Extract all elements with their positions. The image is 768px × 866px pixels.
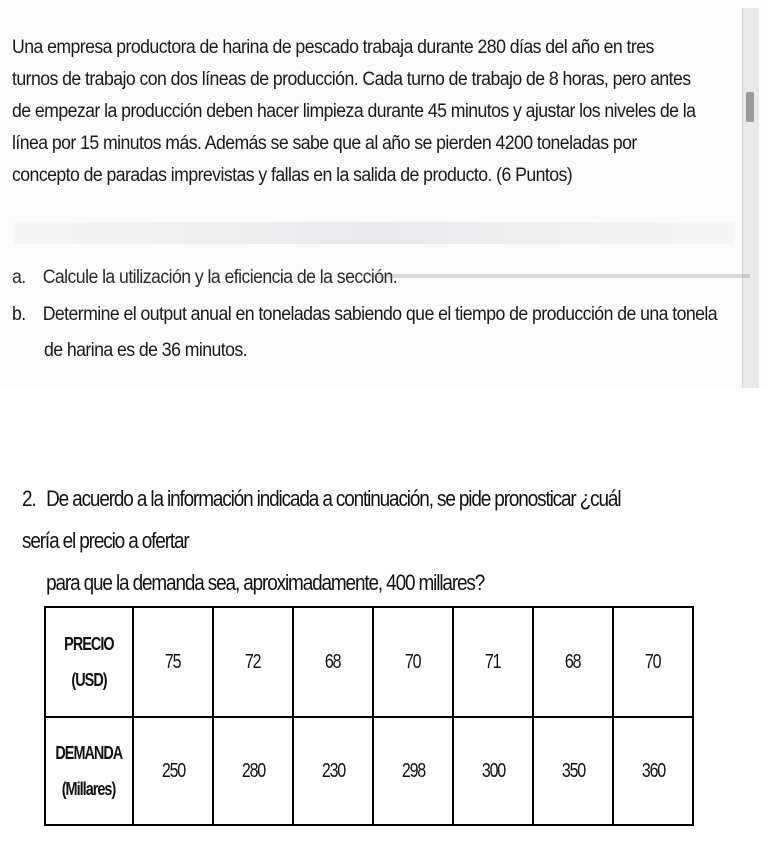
cell-value: 68 [565, 650, 581, 673]
row-header-demand [45, 717, 133, 825]
scan-page-edge [742, 8, 759, 388]
problem-1-item-a [12, 262, 397, 294]
row-header-line-2: (USD) [71, 670, 107, 690]
cell-value: 71 [485, 650, 501, 673]
table-cell [613, 607, 693, 717]
row-header-line-1: DEMANDA [55, 743, 123, 763]
table-cell [133, 717, 213, 825]
cell-value: 68 [325, 650, 341, 673]
problem-1-statement: Una empresa productora de harina de pescado trabaja durante 280 días del año en tres turnos de trabajo con dos líneas de producción. Cada turno de trabajo de 8 horas, pero antes de empezar la producción deben hacer limpieza durante 45 minutos y ajustar los niveles de la línea por 15 minutos más. Además se sabe que al año se pierden 4200 toneladas por concepto de paradas imprevistas y fallas en la salida de producto. (6 Puntos) [12, 37, 696, 186]
table-cell [533, 607, 613, 717]
row-header-line-2: (Millares) [62, 779, 116, 799]
table-row-demand [45, 717, 693, 825]
problem-2-number: 2. [22, 486, 36, 511]
scanned-problem-1 [0, 0, 768, 388]
table-cell [293, 717, 373, 825]
item-text: Calcule la utilización y la eficiencia de la sección. [42, 267, 398, 288]
price-demand-table [44, 606, 694, 826]
cell-value: 298 [401, 759, 425, 782]
cell-value: 350 [561, 759, 585, 782]
cell-value: 75 [165, 650, 181, 673]
table-cell [213, 717, 293, 825]
cell-value: 360 [641, 759, 665, 782]
problem-1-item-b-continuation: de harina es de 36 minutos. [44, 340, 248, 361]
table-cell [533, 717, 613, 825]
cell-value: 300 [481, 759, 505, 782]
table-cell [453, 717, 533, 825]
problem-2-line-2: para que la demanda sea, aproximadamente, 400 millares? [46, 570, 485, 595]
cell-value: 70 [405, 650, 421, 673]
cell-value: 250 [161, 759, 185, 782]
table-cell [133, 607, 213, 717]
table-row-price [45, 607, 693, 717]
problem-2-question [22, 478, 658, 604]
cell-value: 70 [645, 650, 661, 673]
item-marker: b. [12, 304, 26, 325]
row-header-price [45, 607, 133, 717]
cell-value: 280 [241, 759, 265, 782]
scan-smudge [370, 274, 750, 278]
table-cell [373, 607, 453, 717]
item-text: Determine el output anual en toneladas sabiendo que el tiempo de producción de una tonela [42, 304, 718, 325]
table-cell [373, 717, 453, 825]
table-cell [453, 607, 533, 717]
row-header-line-1: PRECIO [64, 634, 114, 654]
problem-1-item-b [12, 299, 717, 331]
table-cell [213, 607, 293, 717]
cell-value: 230 [321, 759, 345, 782]
cell-value: 72 [245, 650, 261, 673]
scan-edge-mark [746, 92, 754, 122]
table-cell [293, 607, 373, 717]
faded-bleed-through-text [14, 222, 734, 244]
problem-2-line-1: De acuerdo a la información indicada a continuación, se pide pronosticar ¿cuál sería el precio a ofertar [22, 486, 621, 553]
table-cell [613, 717, 693, 825]
item-marker: a. [12, 267, 26, 288]
